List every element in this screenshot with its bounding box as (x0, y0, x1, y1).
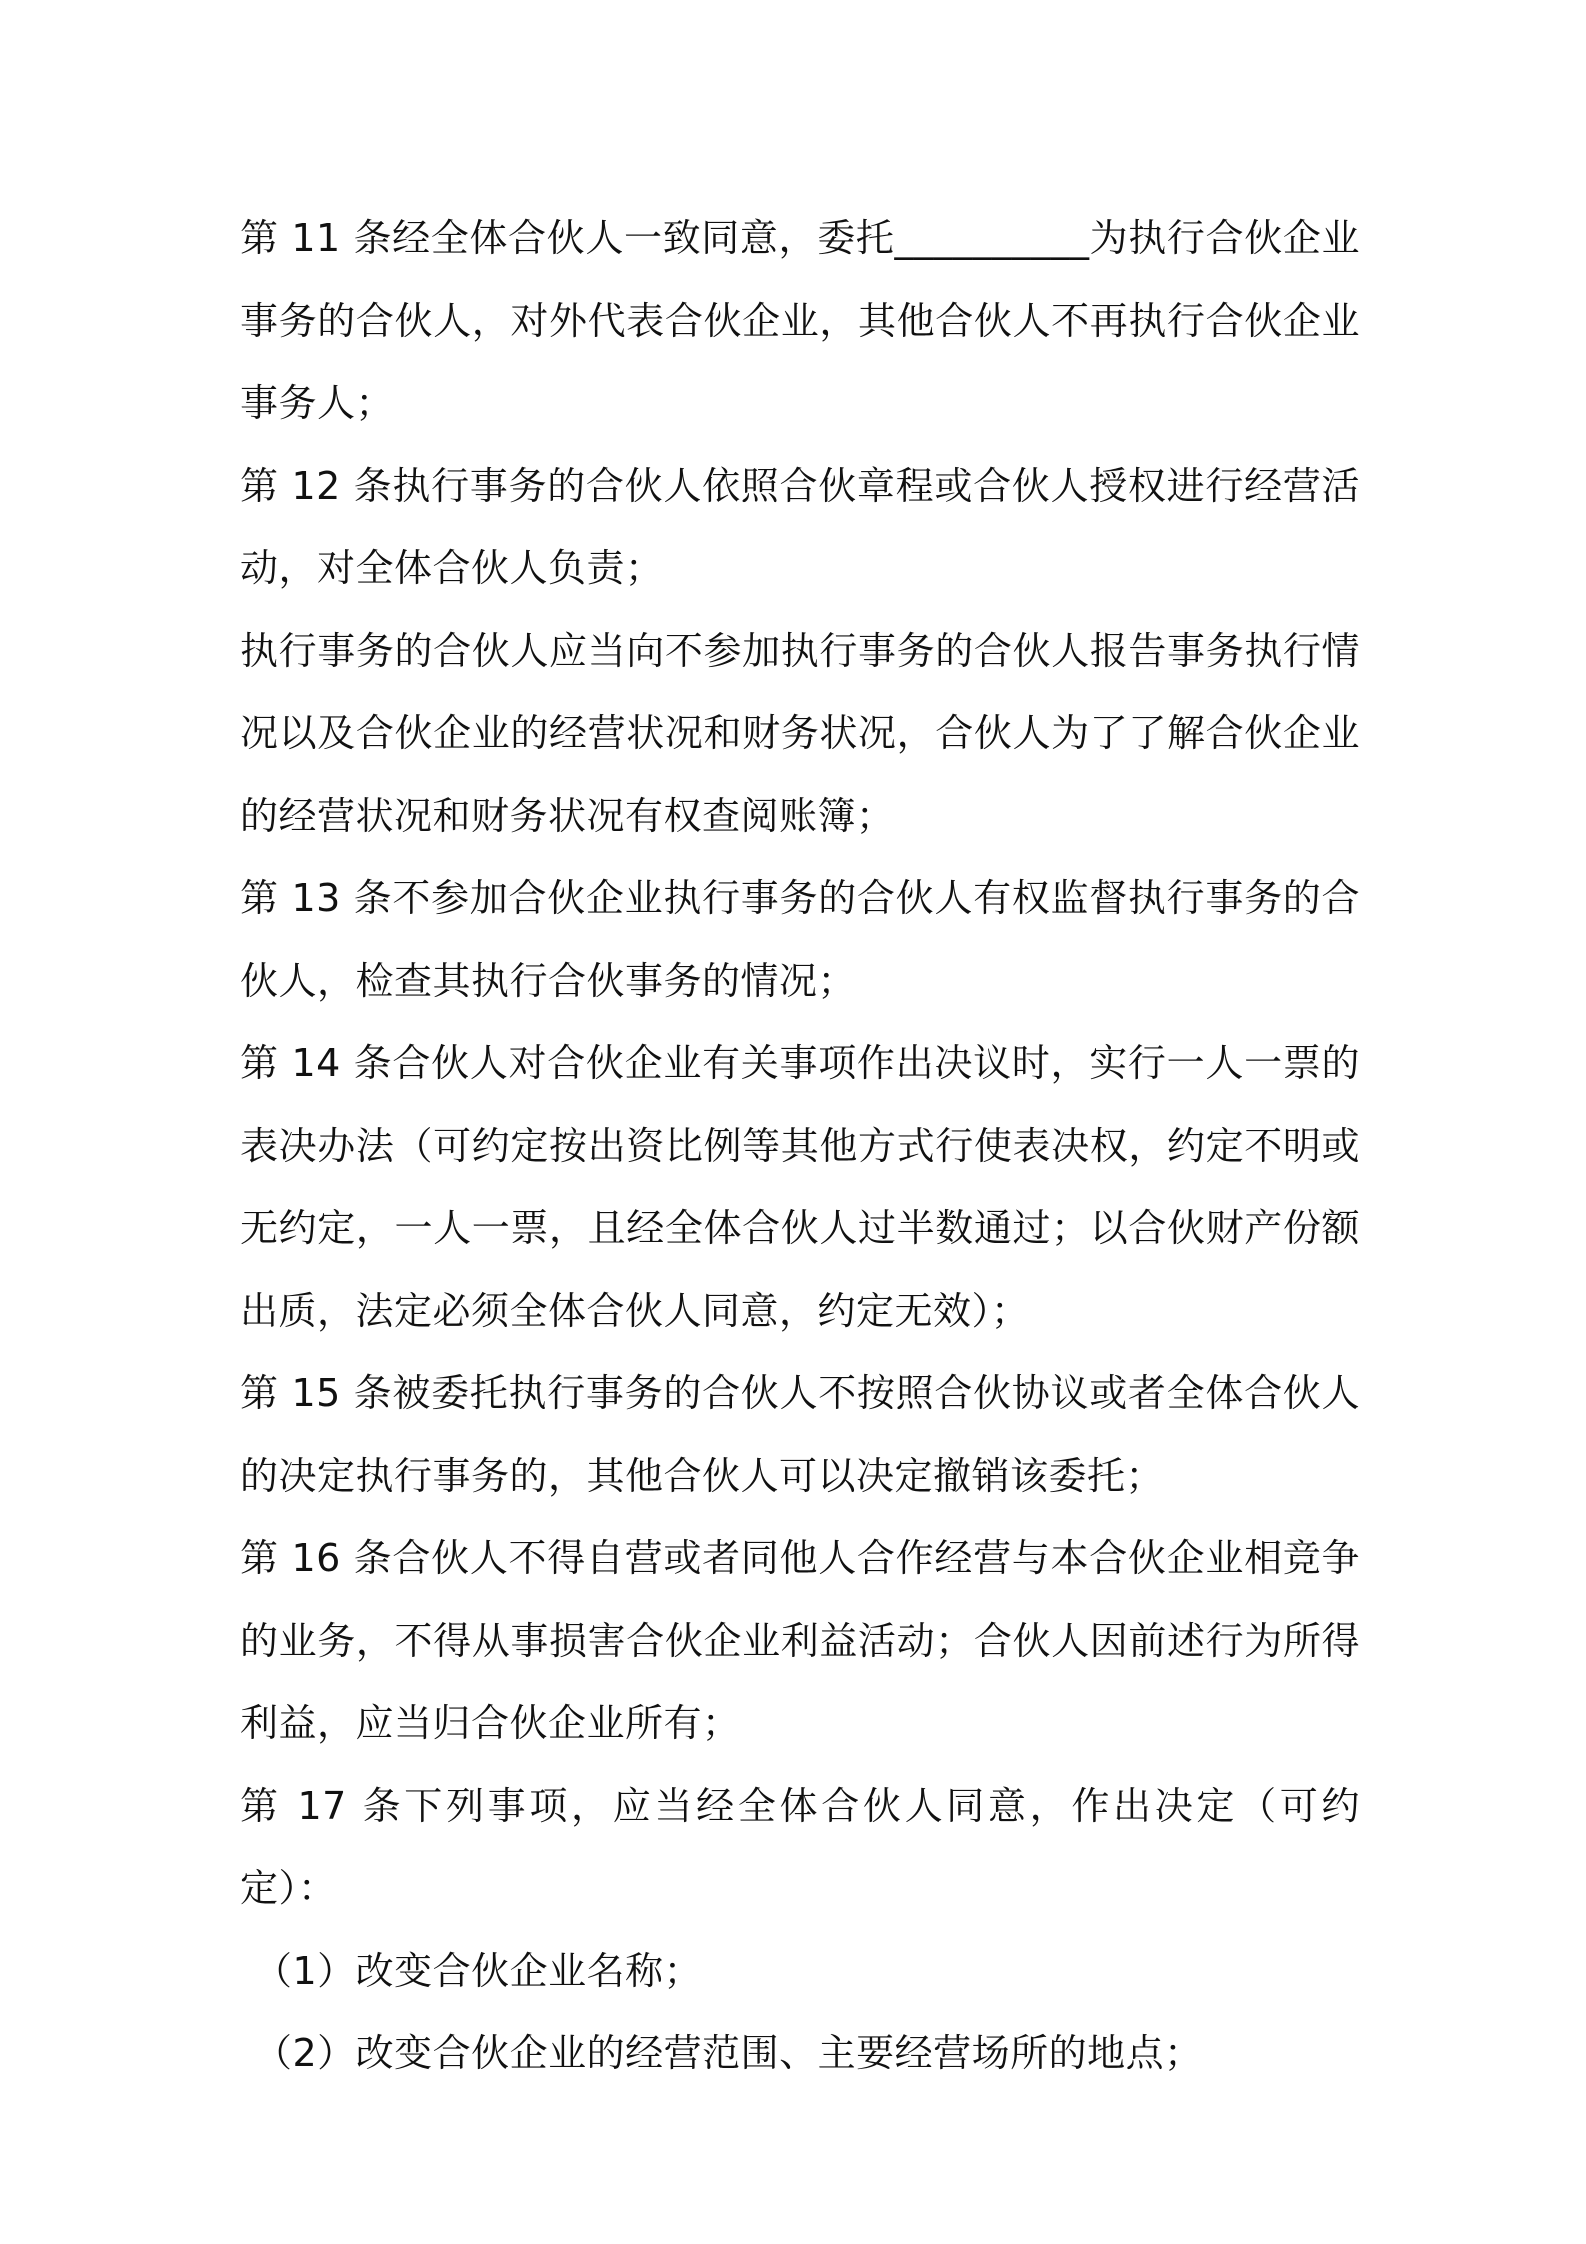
article-12-paragraph: 第 12 条执行事务的合伙人依照合伙章程或合伙人授权进行经营活动，对全体合伙人负责； (240, 463, 1360, 590)
reporting-duty-paragraph: 执行事务的合伙人应当向不参加执行事务的合伙人报告事务执行情况以及合伙企业的经营状况和财务状况，合伙人为了了解合伙企业的经营状况和财务状况有权查阅账簿； (240, 628, 1360, 838)
article-13-paragraph: 第 13 条不参加合伙企业执行事务的合伙人有权监督执行事务的合伙人，检查其执行合伙事务的情况； (240, 876, 1360, 1003)
article-15-paragraph: 第 15 条被委托执行事务的合伙人不按照合伙协议或者全体合伙人的决定执行事务的，其他合伙人可以决定撤销该委托； (240, 1371, 1360, 1498)
article-14-paragraph: 第 14 条合伙人对合伙企业有关事项作出决议时，实行一人一票的表决办法（可约定按出资比例等其他方式行使表决权，约定不明或无约定，一人一票，且经全体合伙人过半数通过；以合伙财产份额出质，法定必须全体合伙人同意，约定无效）； (240, 1041, 1360, 1333)
document-body (240, 197, 1360, 2095)
list-item: （2）改变合伙企业的经营范围、主要经营场所的地点； (254, 2031, 1203, 2075)
list-item: （1）改变合伙企业名称； (254, 1948, 703, 1993)
article-17-paragraph: 第 17 条下列事项，应当经全体合伙人同意，作出决定（可约定）： (240, 1783, 1360, 1910)
article-16-paragraph: 第 16 条合伙人不得自营或者同他人合作经营与本合伙企业相竞争的业务，不得从事损害合伙企业利益活动；合伙人因前述行为所得利益，应当归合伙企业所有； (240, 1536, 1360, 1745)
article-11-paragraph: 第 11 条经全体合伙人一致同意，委托__________为执行合伙企业事务的合伙人，对外代表合伙企业，其他合伙人不再执行合伙企业事务人； (240, 216, 1360, 425)
